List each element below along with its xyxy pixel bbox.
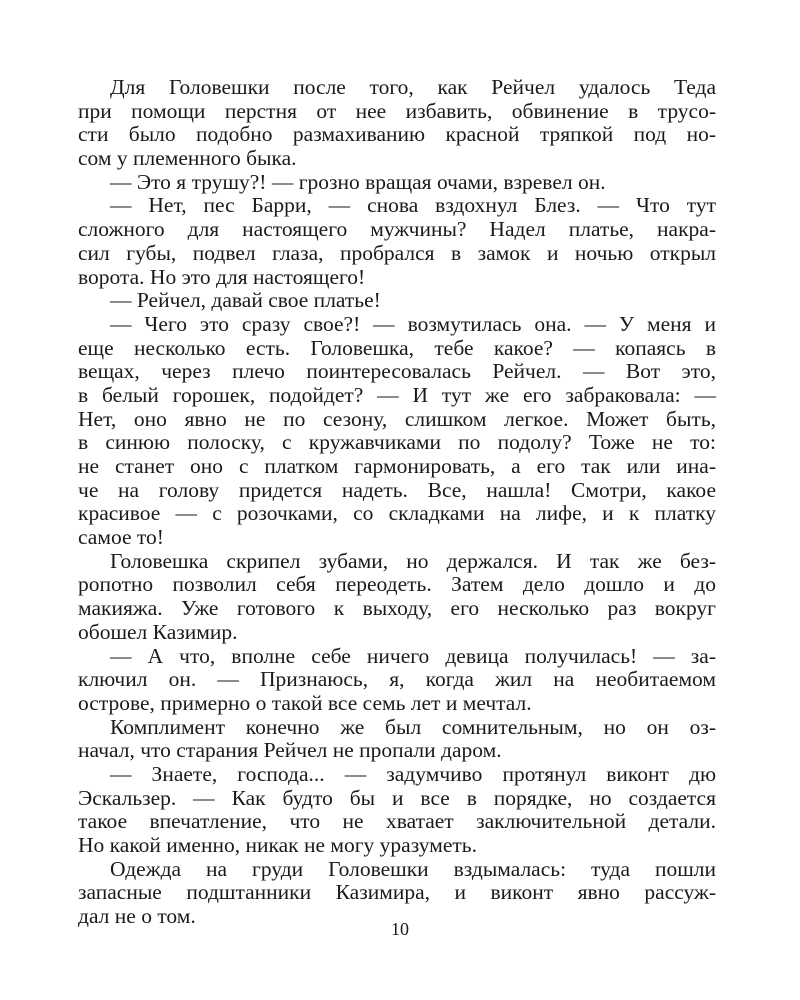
text-line: сти было подобно размахиванию красной тряпкой под но- <box>78 122 716 147</box>
page-number: 10 <box>391 919 409 939</box>
text-line: начал, что старания Рейчел не пропали даром. <box>78 738 502 763</box>
text-line: Комплимент конечно же был сомнительным, но он оз- <box>110 714 716 739</box>
text-line: ропотно позволил себя переодеть. Затем дело дошло и до <box>78 572 716 597</box>
text-line: макияжа. Уже готового к выходу, его несколько раз вокруг <box>78 596 716 621</box>
text-line: в белый горошек, подойдет? — И тут же его забраковала: — <box>78 382 716 407</box>
text-line: дал не о том. <box>78 904 196 929</box>
text-line: — А что, вполне себе ничего девица получилась! — за- <box>110 643 716 668</box>
text-line: сом у племенного быка. <box>78 146 297 171</box>
text-line: самое то! <box>78 525 164 550</box>
text-line: ключил он. — Признаюсь, я, когда жил на необитаемом <box>78 667 716 692</box>
text-line: запасные подштанники Казимира, и виконт явно рассуж- <box>78 880 716 905</box>
text-line: такое впечатление, что не хватает заключительной детали. <box>78 809 716 834</box>
text-line: сложного для настоящего мужчины? Надел платье, накра- <box>78 217 716 242</box>
text-line: — Нет, пес Барри, — снова вздохнул Блез. — Что тут <box>110 193 716 218</box>
text-line: Головешка скрипел зубами, но держался. И так же без- <box>110 548 716 573</box>
text-line: че на голову придется надеть. Все, нашла! Смотри, какое <box>78 477 716 502</box>
text-line: Нет, оно явно не по сезону, слишком легкое. Может быть, <box>78 406 716 431</box>
text-line: — Это я трушу?! — грозно вращая очами, взревел он. <box>110 169 606 194</box>
text-line: острове, примерно о такой все семь лет и мечтал. <box>78 690 532 715</box>
text-line: — Знаете, господа... — задумчиво протянул виконт дю <box>110 761 716 786</box>
text-line: обошел Казимир. <box>78 619 238 644</box>
text-line: вещах, через плечо поинтересовалась Рейчел. — Вот это, <box>78 359 716 384</box>
text-line: Но какой именно, никак не могу уразуметь. <box>78 833 477 857</box>
text-line: Одежда на груди Головешки вздымалась: туда пошли <box>110 856 716 881</box>
text-line: не станет оно с платком гармонировать, а его так или ина- <box>78 454 716 478</box>
book-page-text <box>78 76 716 929</box>
text-line: сил губы, подвел глаза, пробрался в замок и ночью открыл <box>78 240 716 265</box>
text-line: Эскальзер. — Как будто бы и все в порядке, но создается <box>78 785 716 810</box>
text-line: еще несколько есть. Головешка, тебе какое? — копаясь в <box>78 335 716 360</box>
text-line: ворота. Но это для настоящего! <box>78 264 366 289</box>
text-line: в синюю полоску, с кружавчиками по подолу? Тоже не то: <box>78 430 716 455</box>
text-line: при помощи перстня от нее избавить, обвинение в трусо- <box>78 98 716 123</box>
text-line: — Чего это сразу свое?! — возмутилась она. — У меня и <box>110 311 716 336</box>
text-line: — Рейчел, давай свое платье! <box>110 288 381 313</box>
text-line: красивое — с розочками, со складками на лифе, и к платку <box>78 501 716 526</box>
text-line: Для Головешки после того, как Рейчел удалось Теда <box>110 75 716 99</box>
